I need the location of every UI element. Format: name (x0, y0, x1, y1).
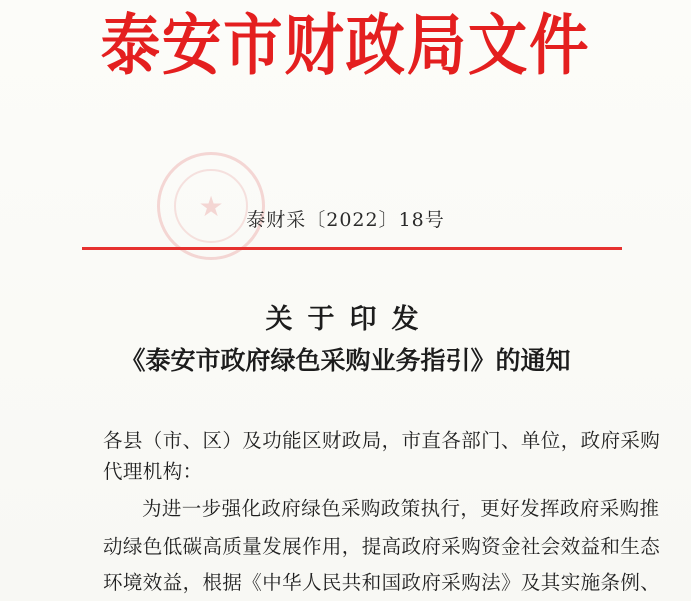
body-line-4: 动绿色低碳高质量发展作用，提高政府采购资金社会效益和生态 (103, 535, 661, 558)
red-divider (82, 247, 622, 250)
body-line-2: 代理机构： (103, 460, 203, 483)
body-line-5: 环境效益，根据《中华人民共和国政府采购法》及其实施条例、 (103, 571, 661, 594)
star-icon: ★ (198, 189, 224, 223)
subject-line-1: 关于印发 (265, 304, 434, 335)
subject-line-2: 《泰安市政府绿色采购业务指引》的通知 (120, 346, 571, 375)
official-seal (157, 152, 265, 260)
document-number: 泰财采〔2022〕18号 (246, 209, 445, 231)
document-header-title: 泰安市财政局文件 (100, 7, 591, 84)
body-line-3: 为进一步强化政府绿色采购政策执行，更好发挥政府采购推 (142, 497, 660, 520)
body-line-1: 各县（市、区）及功能区财政局，市直各部门、单位，政府采购 (103, 429, 661, 452)
